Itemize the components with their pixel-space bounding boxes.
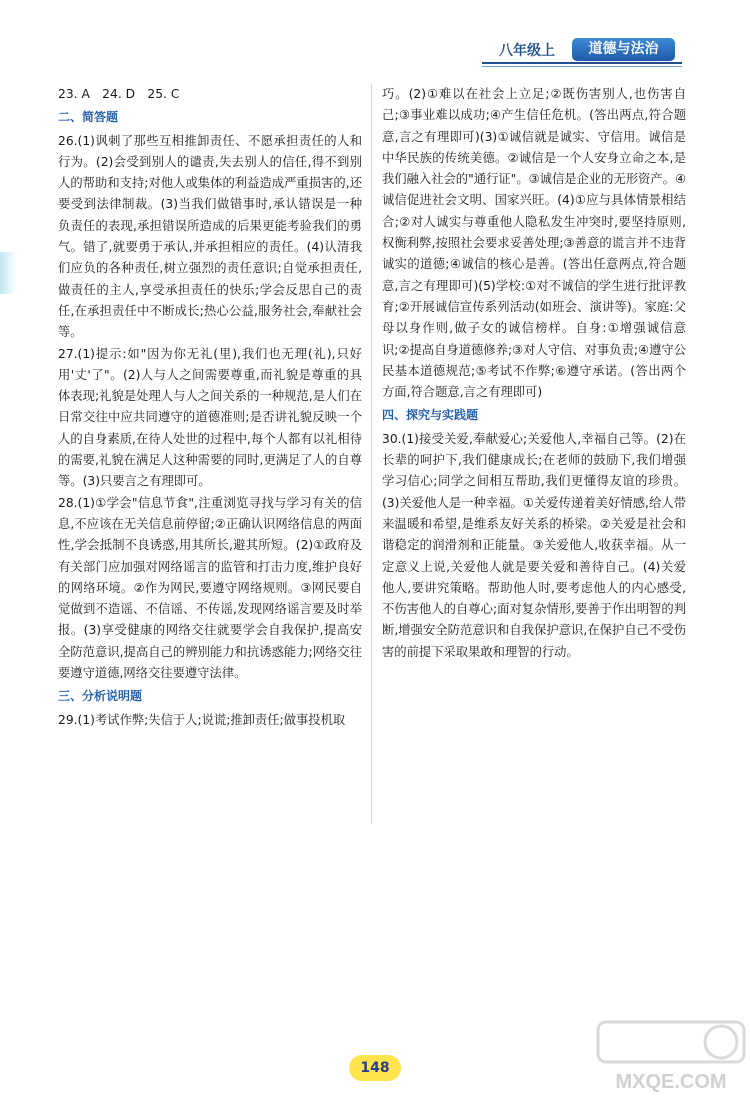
answer-27: 27.(1)提示:如"因为你无礼(里),我们也无理(礼),只好用'丈'了"。(2)人与人之间需要尊重,而礼貌是尊重的具体表现;礼貌是处理人与人之间关系的一种规范,是人们在日常交往中应共同遵守的道德准则;是否讲礼貌反映一个人的自身素质,在待人处世的过程中,每个人都有以礼相待的需要,礼貌在满足人这种需要的同时,更满足了人的自尊等。(3)只要言之有理即可。: [58, 346, 362, 489]
answer-29-continued: 巧。(2)①难以在社会上立足;②既伤害别人,也伤害自己;③事业难以成功;④产生信任危机。(答出两点,符合题意,言之有理即可)(3)①诚信就是诚实、守信用。诚信是中华民族的传统美德。②诚信是一个人安身立命之本,是我们融入社会的"通行证"。③诚信是企业的无形资产。④诚信促进社会文明、国家兴旺。(4)①应与具体情景相结合;②对人诚实与尊重他人隐私发生冲突时,要坚持原则,权衡利弊,按照社会要求妥善处理;③善意的谎言并不违背诚实的道德;④诚信的核心是善。(答出任意两点,符合题意,言之有理即可)(5)学校:①对不诚信的学生进行批评教育;②开展诚信宣传系列活动(如班会、演讲等)。家庭:父母以身作则,做子女的诚信榜样。自身:①增强诚信意识;②提高自身道德修养;③对人守信、对事负责;④遵守公民基本道德规范;⑤考试不作弊;⑥遵守承诺。(答出两个方面,符合题意,言之有理即可): [382, 87, 686, 400]
answer-28: 28.(1)①学会"信息节食",注重浏览寻找与学习有关的信息,不应该在无关信息前停留;②正确认识网络信息的两面性,学会抵制不良诱惑,用其所长,避其所短。(2)①政府及有关部门应加强对网络谣言的监管和打击力度,维护良好的网络环境。②作为网民,要遵守网络规则。③网民要自觉做到不造谣、不信谣、不传谣,发现网络谣言要及时举报。(3)享受健康的网络交往就要学会自我保护,提高安全防范意识,提高自己的辨别能力和抗诱惑能力;网络交往要遵守道德,网络交往要遵守法律。: [58, 495, 362, 681]
answer-26: 26.(1)讽刺了那些互相推卸责任、不愿承担责任的人和行为。(2)会受到别人的谴责,失去别人的信任,得不到别人的帮助和支持;对他人或集体的利益造成严重损害的,还要受到法律制裁。(3)当我们做错事时,承认错误是一种负责任的表现,承担错误所造成的后果更能考验我们的勇气。错了,就要勇于承认,并承担相应的责任。(4)认清我们应负的各种责任,树立强烈的责任意识;自觉承担责任,做责任的主人,享受承担责任的快乐;学会反思自己的责任,在承担责任中不断成长;热心公益,服务社会,奉献社会等。: [58, 133, 362, 340]
section-heading-short-answer: 二、简答题: [58, 110, 119, 125]
watermark-logo: [596, 1016, 746, 1098]
header-rule-thin: [482, 66, 682, 67]
section-heading-analysis: 三、分析说明题: [58, 689, 143, 704]
answer-30: 30.(1)接受关爱,奉献爱心;关爱他人,幸福自己等。(2)在长辈的呵护下,我们健康成长;在老师的鼓励下,我们增强学习信心;同学之间相互帮助,我们更懂得友谊的珍贵。(3)关爱他人是一种幸福。①关爱传递着美好情感,给人带来温暖和希望,是维系友好关系的桥梁。②关爱是社会和谐稳定的润滑剂和正能量。③关爱他人,收获幸福。从一定意义上说,关爱他人就是要关爱和善待自己。(4)关爱他人,要讲究策略。帮助他人时,要考虑他人的内心感受,不伤害他人的自尊心;面对复杂情形,要善于作出明智的判断,增强安全防范意识和自我保护意识,在保护自己不受伤害的前提下采取果敢和理智的行动。: [382, 431, 686, 659]
answer-29-start: 29.(1)考试作弊;失信于人;说谎;推卸责任;做事投机取: [58, 712, 346, 727]
page-number: 148: [349, 1055, 401, 1081]
left-column: [58, 84, 362, 731]
answers-line: 23. A 24. D 25. C: [58, 87, 180, 101]
header-rule: [482, 62, 682, 64]
side-tab-mark: [0, 252, 16, 294]
subject-badge: 道德与法治: [572, 38, 675, 61]
watermark-text: MXQE.COM: [615, 1071, 727, 1093]
column-divider: [371, 84, 372, 824]
page-header: [0, 0, 750, 72]
grade-label: 八年级上: [499, 43, 555, 59]
right-column: [382, 84, 686, 663]
section-heading-inquiry: 四、探究与实践题: [382, 408, 479, 423]
